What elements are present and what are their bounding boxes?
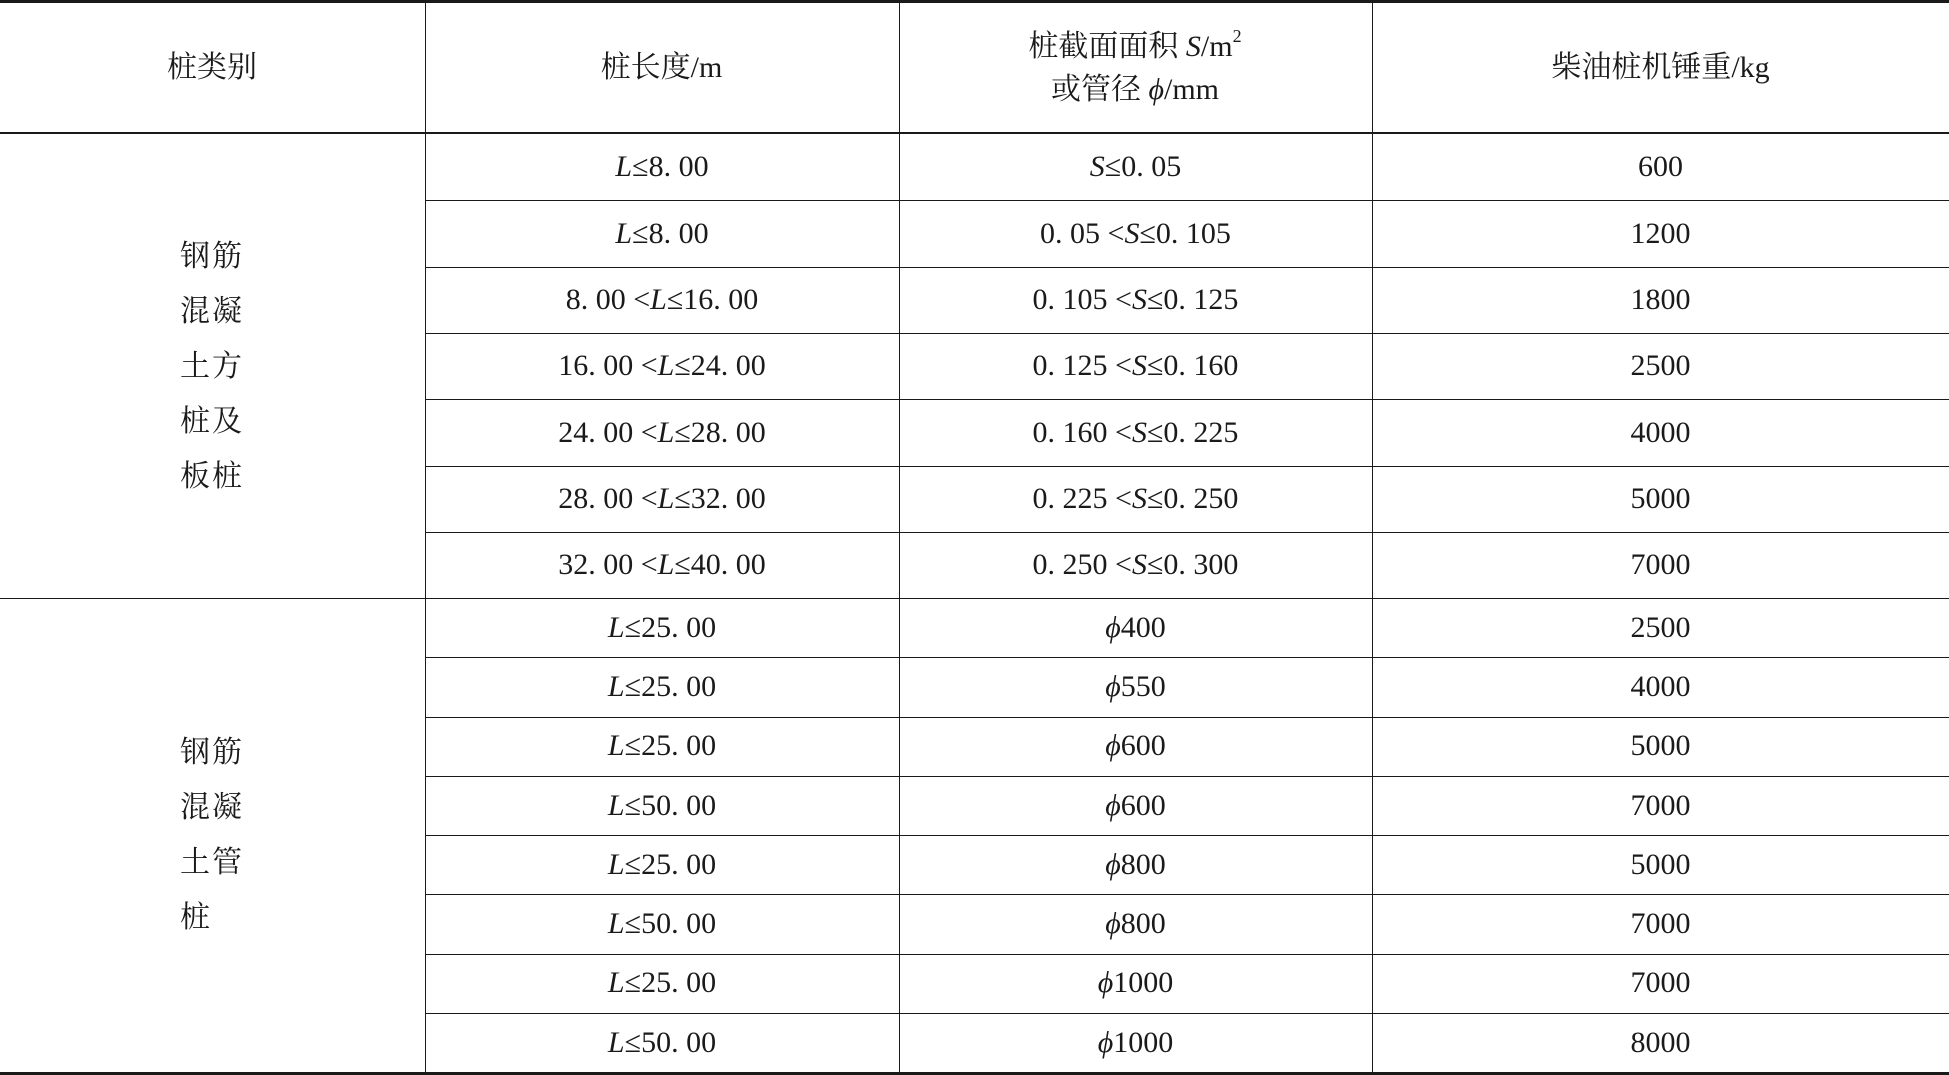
- header-section-line1: 桩截面面积 $S/m^2$: [1028, 25, 1242, 63]
- section-cell: ϕ 550: [1105, 670, 1166, 704]
- header-section: [899, 3, 1371, 133]
- length-cell: L ≤25. 00: [607, 966, 717, 1000]
- row-separator: [425, 466, 1949, 467]
- category-line: 混凝: [180, 294, 244, 328]
- header-length: [425, 3, 898, 133]
- section-cell: ϕ 600: [1105, 788, 1166, 822]
- section-cell: S ≤0. 05: [1089, 150, 1182, 184]
- section-cell: ϕ 600: [1105, 729, 1166, 763]
- hammer-weight-cell: 2500: [1630, 349, 1691, 383]
- column-separator: [425, 0, 426, 1072]
- row-separator: [425, 532, 1949, 533]
- row-separator: [425, 776, 1949, 777]
- category-line: 混凝: [180, 791, 244, 824]
- category-line: 土方: [180, 349, 244, 383]
- length-cell: 28. 00 < L ≤32. 00: [558, 481, 766, 515]
- length-cell: L ≤25. 00: [607, 610, 717, 644]
- column-separator: [899, 0, 900, 1072]
- length-cell: 8. 00 < L ≤16. 00: [565, 282, 759, 316]
- header-length-text: 桩长度/m: [600, 51, 723, 85]
- category-line: 桩: [180, 901, 212, 934]
- hammer-weight-cell: 4000: [1630, 670, 1691, 704]
- hammer-weight-cell: 7000: [1630, 907, 1691, 941]
- length-cell: L ≤50. 00: [607, 1025, 717, 1059]
- header-category: [0, 3, 424, 133]
- category-line: 土管: [180, 846, 244, 879]
- hammer-weight-cell: 8000: [1630, 1025, 1691, 1059]
- section-cell: 0. 250 < S ≤0. 300: [1032, 548, 1239, 582]
- length-cell: L ≤25. 00: [607, 670, 717, 704]
- length-cell: L ≤8. 00: [615, 150, 709, 184]
- category-cell: [0, 134, 424, 598]
- row-separator: [425, 894, 1949, 895]
- section-cell: ϕ 1000: [1097, 1025, 1174, 1059]
- hammer-weight-cell: 4000: [1630, 415, 1691, 449]
- category-line: 钢筋: [180, 736, 244, 769]
- length-cell: L ≤50. 00: [607, 907, 717, 941]
- section-cell: 0. 05 < S ≤0. 105: [1040, 216, 1231, 250]
- table-top-border: [0, 0, 1949, 3]
- row-separator: [425, 399, 1949, 400]
- hammer-weight-cell: 5000: [1630, 481, 1691, 515]
- category-cell: [0, 598, 424, 1072]
- category-line: 板桩: [180, 459, 244, 493]
- header-hammer: [1372, 3, 1949, 133]
- hammer-weight-cell: 7000: [1630, 966, 1691, 1000]
- row-separator: [425, 1013, 1949, 1014]
- header-section-line2: 或管径 ϕ/mm: [1050, 73, 1220, 106]
- length-cell: 16. 00 < L ≤24. 00: [558, 349, 766, 383]
- row-separator: [425, 657, 1949, 658]
- section-cell: 0. 105 < S ≤0. 125: [1032, 282, 1239, 316]
- hammer-weight-cell: 1800: [1630, 282, 1691, 316]
- hammer-weight-cell: 5000: [1630, 729, 1691, 763]
- section-cell: ϕ 400: [1105, 610, 1166, 644]
- hammer-weight-cell: 7000: [1630, 548, 1691, 582]
- category-line: 桩及: [180, 404, 244, 438]
- header-hammer-text: 柴油桩机锤重/kg: [1551, 51, 1770, 85]
- section-cell: 0. 125 < S ≤0. 160: [1032, 349, 1239, 383]
- column-separator: [1372, 0, 1373, 1072]
- section-cell: ϕ 800: [1105, 907, 1166, 941]
- section-cell: 0. 160 < S ≤0. 225: [1032, 415, 1239, 449]
- row-separator: [425, 200, 1949, 201]
- section-cell: ϕ 800: [1105, 847, 1166, 881]
- length-cell: L ≤8. 00: [615, 216, 709, 250]
- row-separator: [425, 333, 1949, 334]
- hammer-weight-cell: 1200: [1630, 216, 1691, 250]
- length-cell: L ≤25. 00: [607, 847, 717, 881]
- hammer-weight-cell: 5000: [1630, 847, 1691, 881]
- length-cell: 32. 00 < L ≤40. 00: [558, 548, 766, 582]
- row-separator: [425, 717, 1949, 718]
- category-line: 钢筋: [180, 239, 244, 273]
- section-cell: ϕ 1000: [1097, 966, 1174, 1000]
- hammer-weight-cell: 7000: [1630, 788, 1691, 822]
- row-separator: [425, 954, 1949, 955]
- row-separator: [425, 835, 1949, 836]
- hammer-weight-cell: 600: [1638, 150, 1683, 184]
- length-cell: L ≤25. 00: [607, 729, 717, 763]
- header-category-text: 桩类别: [167, 51, 257, 85]
- row-separator: [425, 267, 1949, 268]
- hammer-weight-cell: 2500: [1630, 610, 1691, 644]
- length-cell: L ≤50. 00: [607, 788, 717, 822]
- length-cell: 24. 00 < L ≤28. 00: [558, 415, 766, 449]
- section-cell: 0. 225 < S ≤0. 250: [1032, 481, 1239, 515]
